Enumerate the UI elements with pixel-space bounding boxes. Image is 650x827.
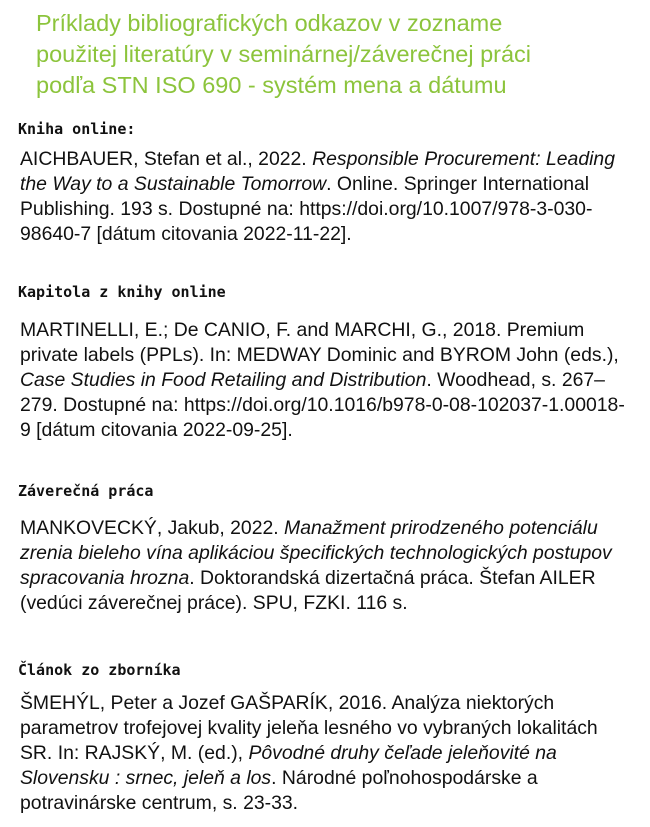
citation-title: Pôvodné druhy čeľade jeleňovité na Slovensku : srnec, jeleň a los — [20, 742, 557, 789]
citation-text: MANKOVECKÝ, Jakub, 2022. — [20, 517, 285, 539]
citation-text: AICHBAUER, Stefan et al., 2022. — [20, 148, 313, 170]
section-heading-proceedings-article: Článok zo zborníka — [18, 661, 181, 679]
section-heading-book-chapter: Kapitola z knihy online — [18, 283, 226, 301]
section-heading-book-online: Kniha online: — [18, 120, 136, 138]
citation-text: MARTINELLI, E.; De CANIO, F. and MARCHI, G., 2018. Premium private labels (PPLs). In: MEDWAY Dominic and BYROM John (eds.), — [20, 319, 619, 366]
citation-title: Responsible Procurement: Leading the Way to a Sustainable Tomorrow — [20, 148, 615, 195]
page-title-line-2: použitej literatúry v seminárnej/záverečnej práci — [36, 41, 532, 67]
citation-text: . Woodhead, s. 267–279. Dostupné na: https://doi.org/10.1016/b978-0-08-102037-1.00018-9 [dátum citovania 2022-09-25]. — [20, 369, 625, 441]
page-title-line-3: podľa STN ISO 690 - systém mena a dátumu — [36, 72, 507, 98]
citation-title: Case Studies in Food Retailing and Distribution — [20, 369, 427, 391]
citation-text: . Doktorandská dizertačná práca. Štefan AILER (vedúci záverečnej práce). SPU, FZKI. 116 s. — [20, 567, 596, 614]
citation-book-online — [20, 147, 630, 247]
citation-proceedings-article — [20, 691, 630, 816]
section-heading-thesis: Záverečná práca — [18, 482, 154, 500]
citation-book-chapter — [20, 318, 630, 443]
page-title — [36, 8, 636, 101]
citation-title: Manažment prirodzeného potenciálu zrenia bieleho vína aplikáciou špecifických technologických postupov spracovania hrozna — [20, 517, 612, 589]
citation-text: . Národné poľnohospodárske a potravinárske centrum, s. 23-33. — [20, 767, 538, 814]
citation-text: ŠMEHÝL, Peter a Jozef GAŠPARÍK, 2016. Analýza niektorých parametrov trofejovej kvality jeleňa lesného vo vybraných lokalitách SR. In: RAJSKÝ, M. (ed.), — [20, 692, 598, 764]
citation-thesis — [20, 516, 630, 616]
citation-text: . Online. Springer International Publishing. 193 s. Dostupné na: https://doi.org/10.1007/978-3-030-98640-7 [dátum citovania 2022-11-22]. — [20, 173, 593, 245]
page-title-line-1: Príklady bibliografických odkazov v zozname — [36, 10, 503, 36]
